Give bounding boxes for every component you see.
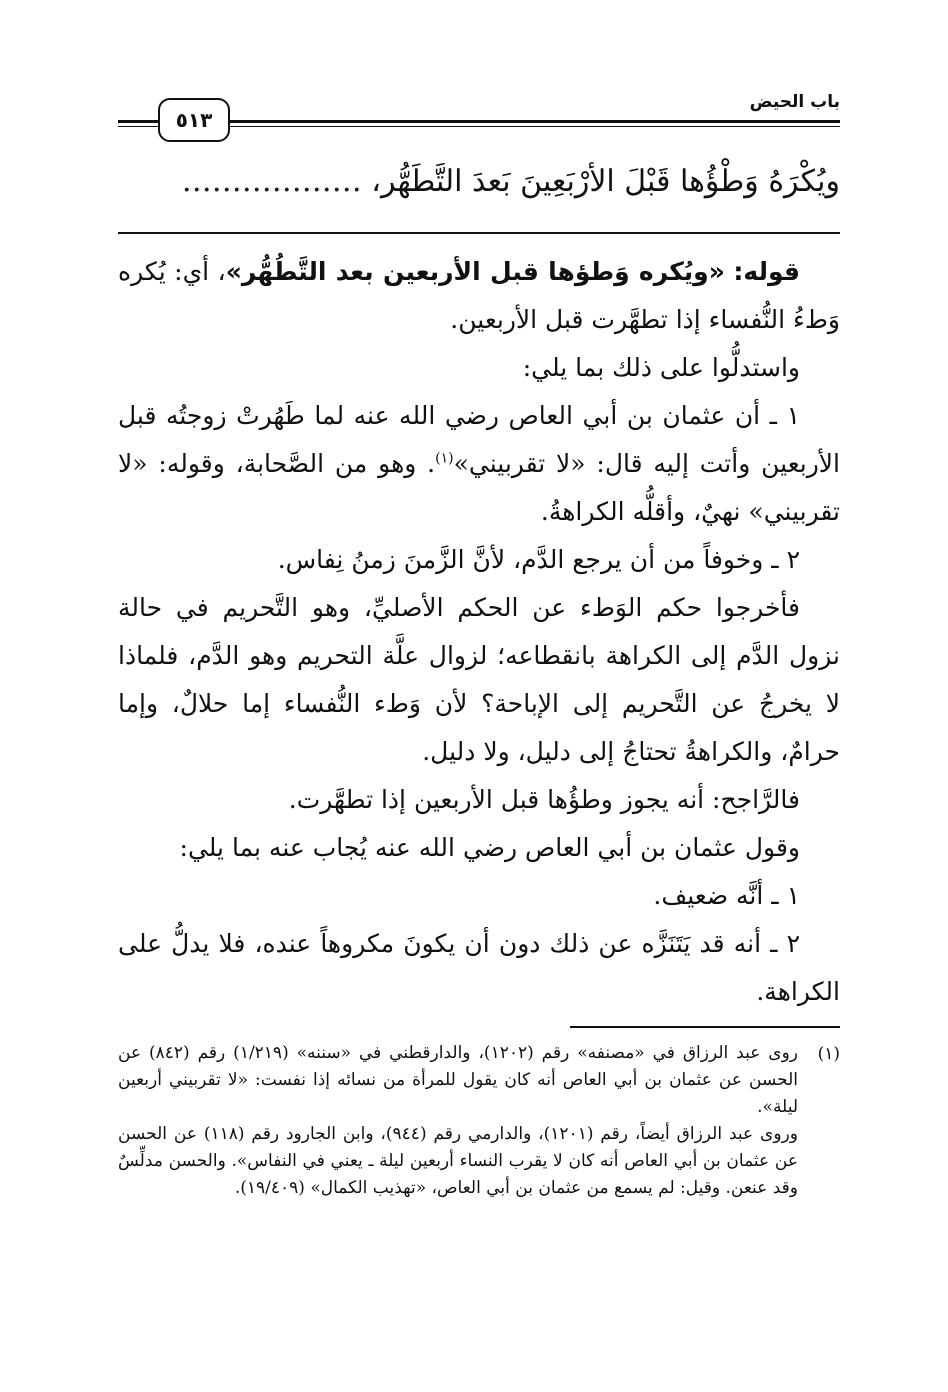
running-header-title: باب الحيض bbox=[749, 92, 840, 112]
footnote-separator bbox=[570, 1026, 840, 1028]
paragraph-9: ٢ ـ أنه قد يَتَنَزَّه عن ذلك دون أن يكونَ مكروهاً عنده، فلا يدلُّ على الكراهة. bbox=[118, 929, 840, 1006]
matn-separator bbox=[118, 232, 840, 234]
page-number: ٥١٣ bbox=[175, 108, 213, 132]
paragraph-2: واستدلُّوا على ذلك بما يلي: bbox=[522, 353, 800, 382]
footnote-1-para-2: وروى عبد الرزاق أيضاً، رقم (١٢٠١)، والدارمي رقم (٩٤٤)، وابن الجارود رقم (١١٨) عن الحسن عن عثمان بن أبي العاص أنه كان لا يقرب النساء أربعين ليلة ـ يعني في النفاس». والحسن مدلِّسٌ وقد عنعن. وقيل: لم يسمع من عثمان بن أبي العاص، «تهذيب الكمال» (١٩/٤٠٩). bbox=[118, 1124, 798, 1198]
matn-line bbox=[118, 158, 840, 206]
matn-dots: ……………… bbox=[181, 164, 362, 199]
header-rule-right bbox=[226, 120, 840, 123]
paragraph-7: وقول عثمان بن أبي العاص رضي الله عنه يُجاب عنه بما يلي: bbox=[179, 833, 800, 862]
footnote-number-1: (١) bbox=[817, 1044, 840, 1064]
qawluhu-label: قوله: bbox=[733, 257, 800, 286]
footnote-1-para-1: روى عبد الرزاق في «مصنفه» رقم (١٢٠٢)، والدارقطني في «سننه» (١/٢١٩) رقم (٨٤٢) عن الحسن عن عثمان بن أبي العاص أنه كان يقول للمرأة من نسائه إذا نفست: «لا تقربيني أربعين ليلة». bbox=[118, 1043, 799, 1117]
header-rule-right-thin bbox=[226, 126, 840, 127]
page-number-box bbox=[158, 98, 230, 142]
paragraph-3-text-b: . وهو من الصَّحابة، وقوله: «لا تقربيني» نهيٌ، وأقلُّه الكراهةُ. bbox=[118, 449, 840, 526]
paragraph-5: فأخرجوا حكم الوَطء عن الحكم الأصليِّ، وهو التَّحريم في حالة نزول الدَّم إلى الكراهة بانقطاعه؛ لزوال علَّة التحريم وهو الدَّم، فلماذا لا يخرجُ عن التَّحريم إلى الإباحة؟ لأن وَطء النُّفساء إما حلالٌ، وإما حرامٌ، والكراهةُ تحتاجُ إلى دليل، ولا دليل. bbox=[118, 593, 840, 766]
footnote-1 bbox=[118, 1040, 798, 1202]
paragraph-3-text-a: ١ ـ أن عثمان بن أبي العاص رضي الله عنه لما طَهُرتْ زوجتُه قبل الأربعين وأتت إليه قال: «لا تقربيني» bbox=[118, 401, 840, 478]
matn-quote: «ويُكره وَطؤها قبل الأربعين بعد التَّطُهُّر» bbox=[225, 257, 725, 286]
matn-text: ويُكْرَهُ وَطْؤُها قَبْلَ الأرْبَعِينَ بَعدَ التَّطَهُّر، bbox=[371, 164, 840, 199]
paragraph-6: فالرَّاجح: أنه يجوز وطؤُها قبل الأربعين إذا تطهَّرت. bbox=[288, 785, 800, 814]
commentary-body bbox=[118, 248, 840, 1016]
header-rule-left bbox=[118, 120, 158, 123]
footnote-ref-1[interactable]: (١) bbox=[435, 450, 454, 467]
paragraph-1 bbox=[118, 248, 840, 344]
paragraph-4: ٢ ـ وخوفاً من أن يرجع الدَّم، لأنَّ الزَّمنَ زمنُ نِفاس. bbox=[277, 545, 800, 574]
header-rule-left-thin bbox=[118, 126, 158, 127]
paragraph-3 bbox=[118, 392, 840, 536]
paragraph-1-text: ، أي: يُكره وَطءُ النُّفساء إذا تطهَّرت قبل الأربعين. bbox=[118, 257, 840, 334]
paragraph-8: ١ ـ أنَّه ضعيف. bbox=[653, 881, 800, 910]
